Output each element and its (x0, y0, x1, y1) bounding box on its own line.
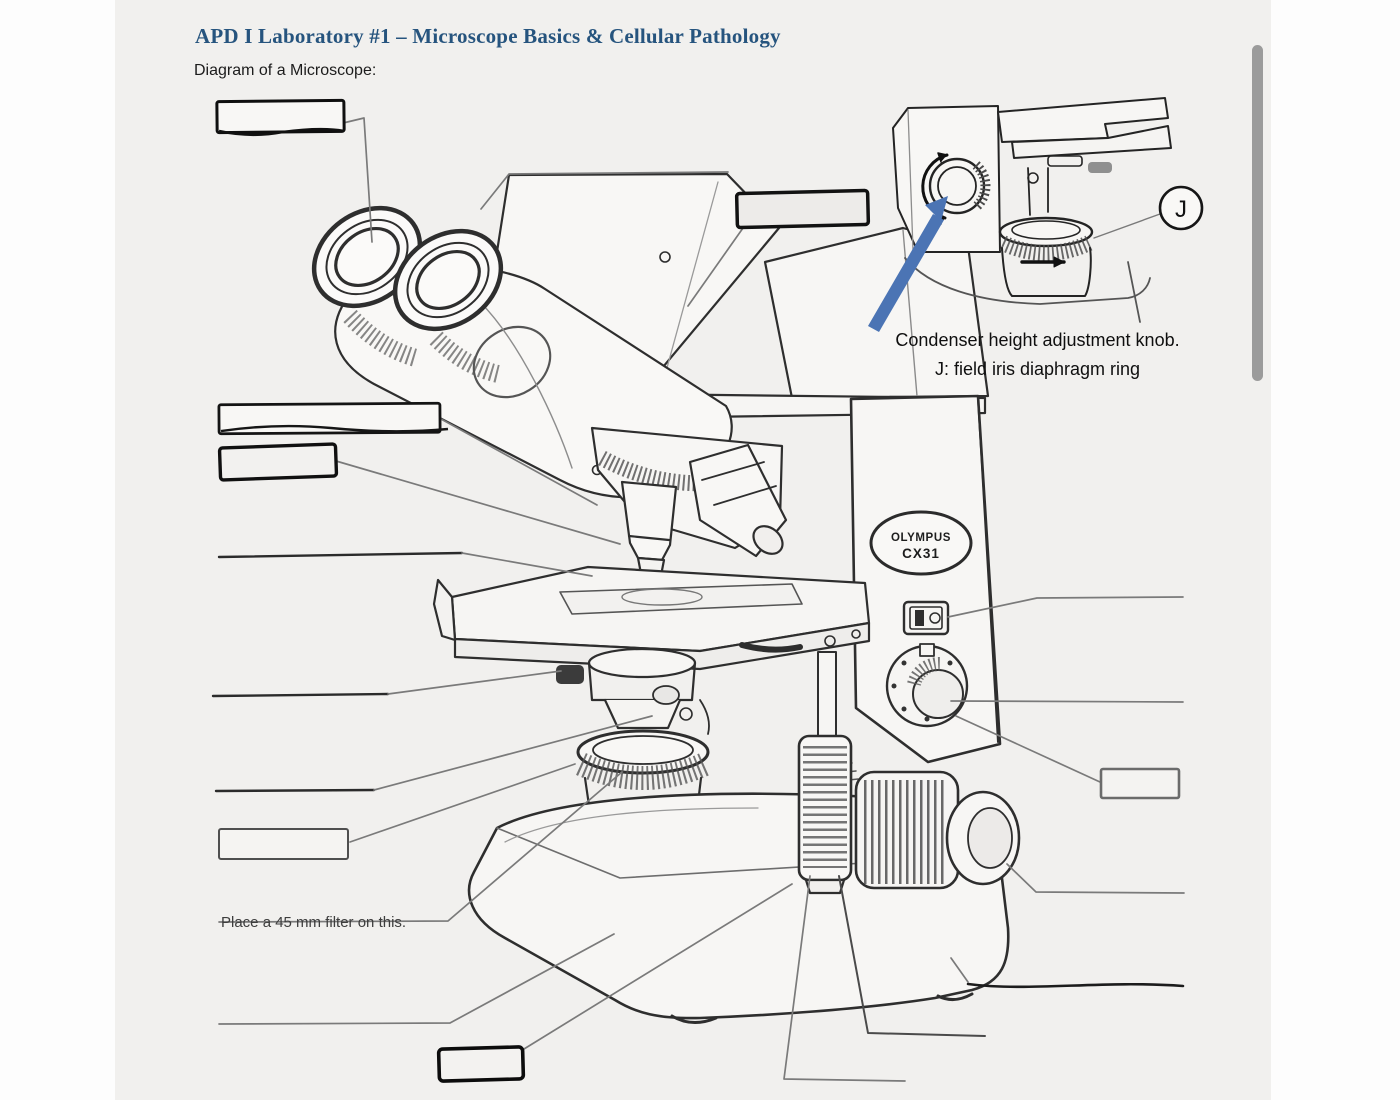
inset-marker-letter: J (1175, 196, 1187, 223)
leader-condenser-knob-line (213, 694, 388, 696)
microscope-illustration (295, 174, 1019, 1023)
leader-condenser-knob (388, 671, 561, 694)
inset-caption-line2: J: field iris diaphragm ring (934, 359, 1141, 379)
blank-label-box-nosepiece (219, 403, 440, 434)
section-label: Diagram of a Microscope: (194, 62, 377, 79)
leader-condenser-line (216, 790, 374, 791)
page-title: APD I Laboratory #1 – Microscope Basics & Cellular Pathology (195, 24, 781, 49)
inset-caption-line1: Condenser height adjustment knob. (895, 330, 1180, 350)
blank-label-box-head (737, 190, 869, 227)
leader-stage-line (219, 553, 462, 557)
inset-clamp-knob (1088, 162, 1112, 173)
leader-brightness (951, 701, 1183, 702)
leader-fine-focus-line (968, 984, 1183, 987)
scrollbar-thumb[interactable] (1252, 45, 1263, 381)
condenser-knob (556, 665, 584, 684)
blank-label-box-objective (219, 444, 336, 480)
stage-control-handle (799, 652, 851, 893)
inset-caption (845, 326, 1230, 384)
blank-label-box-brightness (1101, 769, 1179, 798)
inset-marker-j (1094, 187, 1202, 238)
filter-note: Place a 45 mm filter on this. (221, 914, 407, 931)
brand-logo-line1: OLYMPUS (890, 532, 952, 544)
leader-focus-knob (1007, 864, 1184, 893)
brightness-knob (887, 644, 967, 726)
blank-label-box-eyepiece (217, 100, 344, 132)
blank-label-box-field-lens (219, 829, 348, 859)
blank-label-box-handle (439, 1047, 524, 1081)
brand-logo-line2: CX31 (902, 546, 940, 561)
power-switch (904, 602, 948, 634)
leader-stage (462, 553, 592, 576)
focus-knobs (856, 772, 1019, 888)
brand-logo (871, 512, 971, 574)
inset-field-iris-ring (1000, 218, 1092, 296)
